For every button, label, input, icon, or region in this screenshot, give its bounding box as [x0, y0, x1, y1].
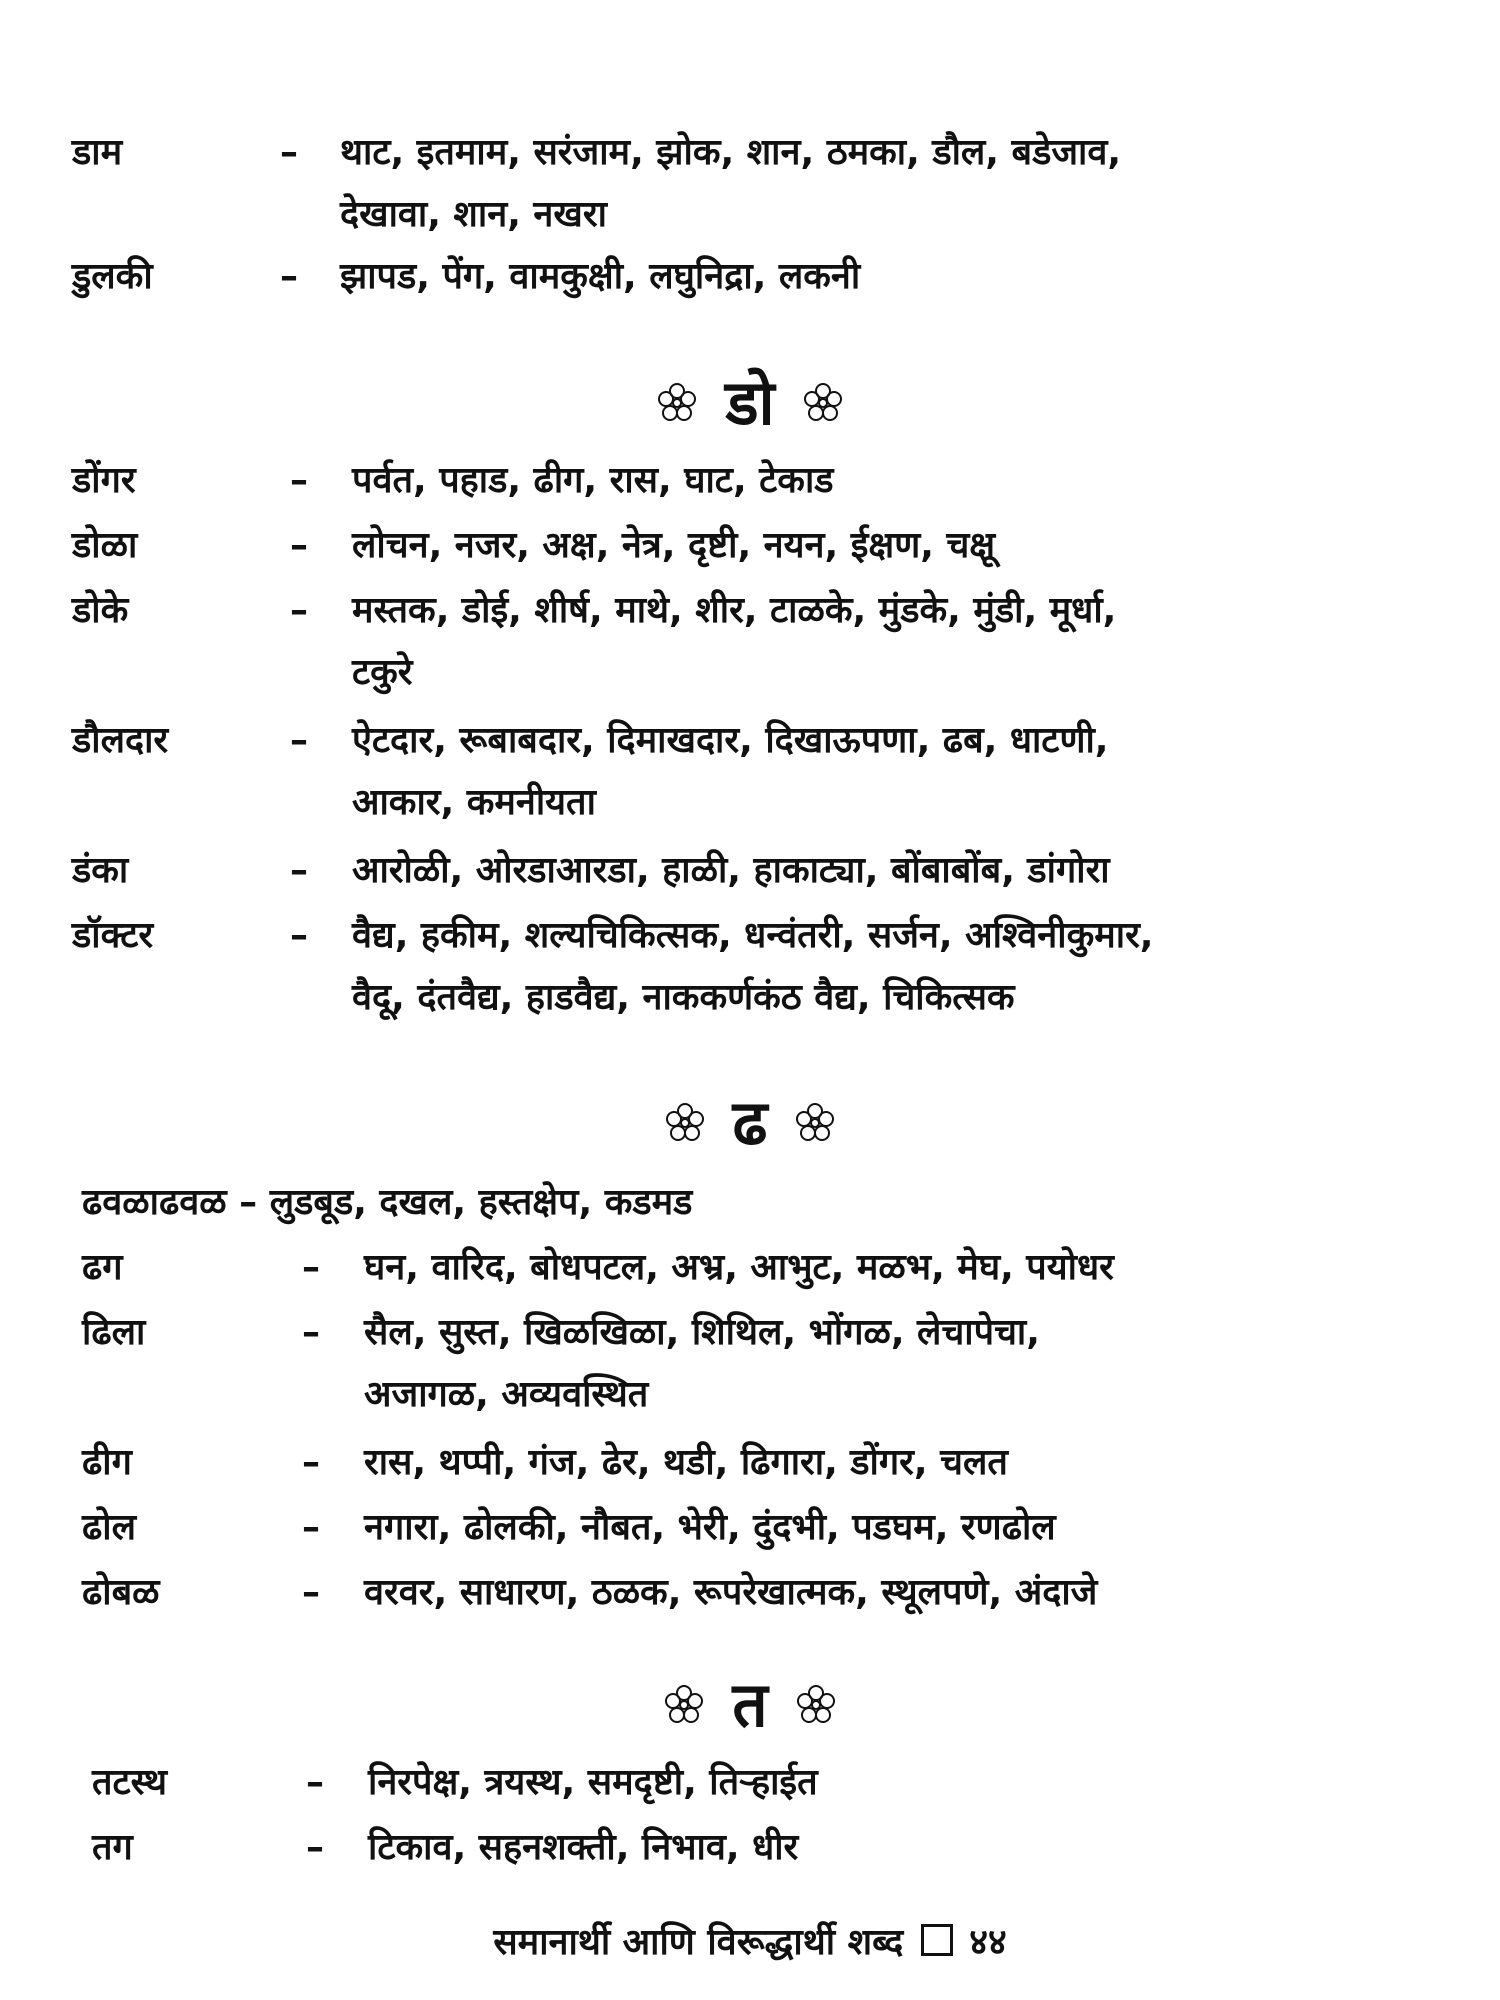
dash: – — [302, 1572, 320, 1613]
dash: – — [280, 132, 298, 173]
section-heading — [0, 358, 1500, 448]
dash: – — [290, 590, 308, 631]
synonyms: लुडबूड, दखल, हस्तक्षेप, कडमड — [269, 1182, 693, 1223]
synonyms: वरवर, साधारण, ठळक, रूपरेखात्मक, स्थूलपणे, अंदाजे — [364, 1572, 1098, 1613]
page-footer — [0, 1915, 1500, 1971]
synonyms: मस्तक, डोई, शीर्ष, माथे, शीर, टाळके, मुंडके, मुंडी, मूर्धा, — [352, 590, 1117, 631]
section-heading — [0, 1660, 1500, 1750]
synonyms-continued: टकुरे — [352, 652, 413, 693]
headword: ढीग — [82, 1442, 132, 1483]
headword: तग — [92, 1827, 133, 1868]
dash: – — [239, 1182, 258, 1223]
headword: ढोल — [82, 1507, 137, 1548]
headword: डॉक्टर — [72, 915, 154, 956]
flower-ornament-icon — [803, 383, 843, 423]
dash: – — [306, 1827, 324, 1868]
flower-ornament-icon — [664, 1685, 704, 1725]
synonyms: सैल, सुस्त, खिळखिळा, शिथिल, भोंगळ, लेचापेचा, — [364, 1312, 1040, 1353]
square-box-icon — [921, 1924, 953, 1956]
dash: – — [290, 460, 308, 501]
synonyms: थाट, इतमाम, सरंजाम, झोक, शान, ठमका, डौल, बडेजाव, — [340, 132, 1122, 173]
dash: – — [306, 1762, 324, 1803]
section-letter: ढ — [732, 1086, 768, 1159]
synonyms-continued: आकार, कमनीयता — [352, 782, 596, 823]
headword: डोके — [72, 590, 129, 631]
section-heading — [0, 1078, 1500, 1168]
dash: – — [290, 915, 308, 956]
headword: डंका — [72, 850, 129, 891]
flower-ornament-icon — [795, 1103, 835, 1143]
synonyms: निरपेक्ष, त्रयस्थ, समदृष्टी, तिऱ्हाईत — [368, 1762, 818, 1803]
synonyms: नगारा, ढोलकी, नौबत, भेरी, दुंदभी, पडघम, रणढोल — [364, 1507, 1056, 1548]
page-number: ४४ — [969, 1922, 1007, 1963]
headword: ढोबळ — [82, 1572, 160, 1613]
dash: – — [302, 1247, 320, 1288]
headword: ढवळाढवळ — [82, 1182, 227, 1223]
dash: – — [302, 1507, 320, 1548]
headword: ढग — [82, 1247, 123, 1288]
synonyms: झापड, पेंग, वामकुक्षी, लघुनिद्रा, लकनी — [340, 256, 861, 297]
synonyms: वैद्य, हकीम, शल्यचिकित्सक, धन्वंतरी, सर्जन, अश्विनीकुमार, — [352, 915, 1154, 956]
dash: – — [290, 525, 308, 566]
headword: तटस्थ — [92, 1762, 167, 1803]
synonyms-continued: अजागळ, अव्यवस्थित — [364, 1374, 649, 1415]
section-letter: त — [732, 1668, 768, 1741]
flower-ornament-icon — [796, 1685, 836, 1725]
headword: डुलकी — [72, 256, 153, 297]
synonyms: लोचन, नजर, अक्ष, नेत्र, दृष्टी, नयन, ईक्षण, चक्षू — [352, 525, 996, 566]
flower-ornament-icon — [665, 1103, 705, 1143]
headword: डाम — [72, 132, 123, 173]
dash: – — [290, 850, 308, 891]
headword: डौलदार — [72, 720, 169, 761]
synonyms: रास, थप्पी, गंज, ढेर, थडी, ढिगारा, डोंगर, चलत — [364, 1442, 1008, 1483]
synonyms: आरोळी, ओरडाआरडा, हाळी, हाकाट्या, बोंबाबोंब, डांगोरा — [352, 850, 1110, 891]
book-title: समानार्थी आणि विरूद्धार्थी शब्द — [493, 1922, 904, 1963]
dash: – — [302, 1442, 320, 1483]
dash: – — [280, 256, 298, 297]
dash: – — [290, 720, 308, 761]
section-letter: डो — [725, 366, 775, 439]
synonyms-continued: देखावा, शान, नखरा — [340, 194, 607, 235]
synonyms-continued: वैदू, दंतवैद्य, हाडवैद्य, नाककर्णकंठ वैद्य, चिकित्सक — [352, 977, 1015, 1018]
synonyms: पर्वत, पहाड, ढीग, रास, घाट, टेकाड — [352, 460, 834, 501]
synonyms: घन, वारिद, बोधपटल, अभ्र, आभुट, मळभ, मेघ, पयोधर — [364, 1247, 1114, 1288]
headword: डोळा — [72, 525, 138, 566]
flower-ornament-icon — [657, 383, 697, 423]
headword: ढिला — [82, 1312, 146, 1353]
synonyms: टिकाव, सहनशक्ती, निभाव, धीर — [368, 1827, 799, 1868]
dash: – — [302, 1312, 320, 1353]
headword: डोंगर — [72, 460, 136, 501]
synonyms: ऐटदार, रूबाबदार, दिमाखदार, दिखाऊपणा, ढब, धाटणी, — [352, 720, 1109, 761]
